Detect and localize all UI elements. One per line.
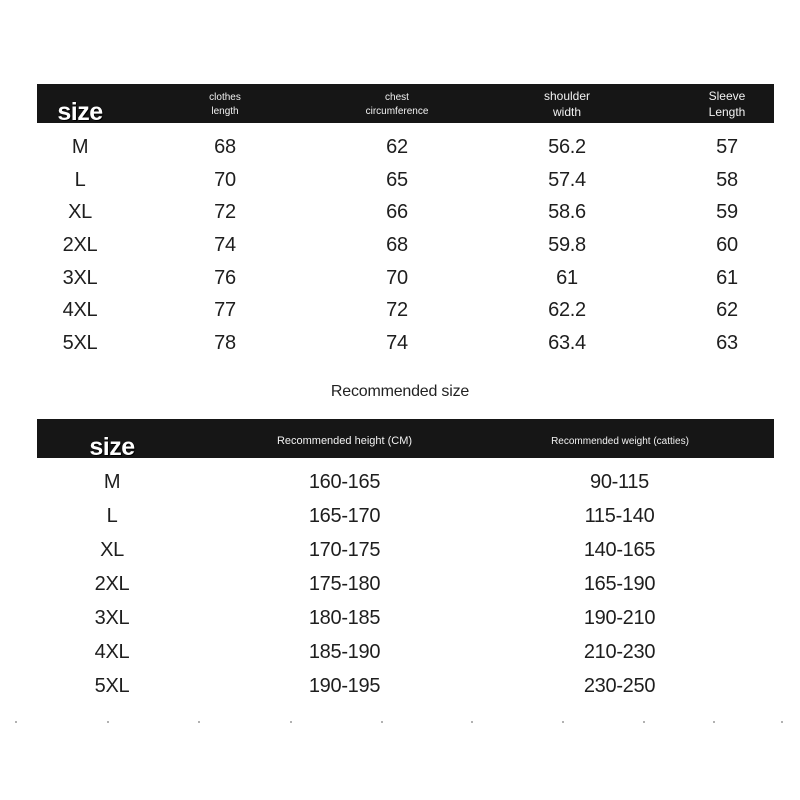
header-chest-line1: chest	[385, 92, 409, 103]
cell-clothes-length: 74	[214, 233, 236, 256]
table-row	[37, 196, 774, 229]
header-height-label: Recommended height (CM)	[276, 435, 413, 448]
table-row	[37, 164, 774, 197]
cell-size: 4XL	[94, 640, 130, 663]
cell-size: 2XL	[62, 233, 98, 256]
separator-dot	[781, 721, 783, 723]
cell-chest: 62	[386, 135, 408, 158]
table-row	[37, 500, 774, 534]
header-chest-line2: circumference	[365, 105, 429, 117]
cell-sleeve: 62	[716, 299, 738, 322]
header-sleeve-length	[687, 84, 767, 123]
table-row	[37, 669, 774, 703]
header-size-label: size	[57, 98, 103, 127]
cell-chest: 65	[386, 168, 408, 191]
cell-clothes-length: 70	[214, 168, 236, 191]
cell-weight: 165-190	[583, 573, 656, 596]
cell-sleeve: 61	[716, 266, 738, 289]
cell-height: 185-190	[308, 640, 381, 663]
cell-size: XL	[100, 539, 124, 562]
table-row	[37, 568, 774, 602]
size-chart-rows	[37, 123, 774, 360]
cell-clothes-length: 78	[214, 331, 236, 354]
header-clothes-length-line1: clothes	[209, 92, 241, 103]
cell-size: 3XL	[62, 266, 98, 289]
cell-chest: 74	[386, 331, 408, 354]
cell-chest: 70	[386, 266, 408, 289]
table-row	[37, 229, 774, 262]
recommended-size-rows	[37, 458, 774, 703]
table-row	[37, 466, 774, 500]
separator-dot	[562, 721, 564, 723]
cell-size: 2XL	[94, 573, 130, 596]
cell-height: 160-165	[308, 471, 381, 494]
cell-sleeve: 60	[716, 233, 738, 256]
dotted-separator	[0, 721, 800, 727]
header-sleeve-line1: Sleeve	[708, 88, 746, 103]
cell-weight: 210-230	[583, 640, 656, 663]
separator-dot	[198, 721, 200, 723]
cell-clothes-length: 76	[214, 266, 236, 289]
cell-size: 5XL	[62, 331, 98, 354]
size-chart-table	[37, 84, 774, 360]
cell-weight: 140-165	[583, 539, 656, 562]
header-chest-circumference	[347, 84, 447, 123]
cell-height: 175-180	[308, 573, 381, 596]
cell-clothes-length: 68	[214, 135, 236, 158]
cell-sleeve: 57	[716, 135, 738, 158]
cell-height: 180-185	[308, 607, 381, 629]
cell-shoulder: 57.4	[548, 168, 586, 191]
header-clothes-length	[185, 84, 265, 123]
table-row	[37, 635, 774, 669]
cell-size: L	[74, 168, 86, 191]
cell-size: 5XL	[94, 674, 130, 697]
cell-weight: 190-210	[583, 607, 656, 629]
header-clothes-length-line2: length	[211, 105, 239, 117]
header-shoulder-width	[527, 84, 607, 123]
cell-weight: 230-250	[583, 674, 656, 697]
table-row	[37, 602, 774, 636]
cell-size: M	[71, 135, 89, 158]
cell-shoulder: 59.8	[548, 233, 586, 256]
table-row	[37, 327, 774, 360]
header-shoulder-line2: width	[552, 104, 581, 119]
table-row	[37, 534, 774, 568]
cell-shoulder: 62.2	[548, 299, 586, 322]
header-recommended-height	[237, 419, 452, 458]
cell-shoulder: 58.6	[548, 201, 586, 224]
cell-size: 3XL	[94, 607, 130, 629]
header-weight-label: Recommended weight (catties)	[551, 435, 689, 447]
table-row	[37, 262, 774, 295]
cell-shoulder: 63.4	[548, 331, 586, 354]
recommended-size-header	[37, 419, 774, 462]
cell-height: 190-195	[308, 674, 381, 697]
recommended-size-table	[37, 419, 774, 703]
cell-height: 165-170	[308, 505, 381, 528]
cell-size: M	[103, 471, 121, 494]
header-size	[37, 84, 123, 127]
recommended-size-title: Recommended size	[330, 383, 470, 400]
separator-dot	[107, 721, 109, 723]
cell-weight: 115-140	[584, 505, 655, 528]
header-shoulder-line1: shoulder	[543, 88, 591, 103]
cell-chest: 66	[386, 201, 408, 224]
separator-dot	[290, 721, 292, 723]
table-row	[37, 294, 774, 327]
cell-sleeve: 63	[716, 331, 738, 354]
cell-size: L	[106, 505, 118, 528]
cell-size: 4XL	[62, 299, 98, 322]
cell-size: XL	[68, 201, 92, 224]
cell-clothes-length: 77	[214, 299, 236, 322]
cell-clothes-length: 72	[214, 201, 236, 224]
separator-dot	[471, 721, 473, 723]
cell-chest: 72	[386, 299, 408, 322]
separator-dot	[15, 721, 17, 723]
separator-dot	[381, 721, 383, 723]
header-size-label: size	[89, 433, 135, 462]
header-recommended-weight	[520, 419, 720, 458]
cell-shoulder: 61	[556, 266, 578, 289]
cell-shoulder: 56.2	[548, 135, 586, 158]
separator-dot	[643, 721, 645, 723]
cell-chest: 68	[386, 233, 408, 256]
cell-sleeve: 59	[716, 201, 738, 224]
header-sleeve-line2: Length	[708, 104, 746, 119]
cell-sleeve: 58	[716, 168, 738, 191]
table-row	[37, 131, 774, 164]
cell-height: 170-175	[308, 539, 381, 562]
separator-dot	[713, 721, 715, 723]
header-size	[57, 419, 167, 462]
cell-weight: 90-115	[590, 471, 649, 494]
size-chart-header	[37, 84, 774, 127]
